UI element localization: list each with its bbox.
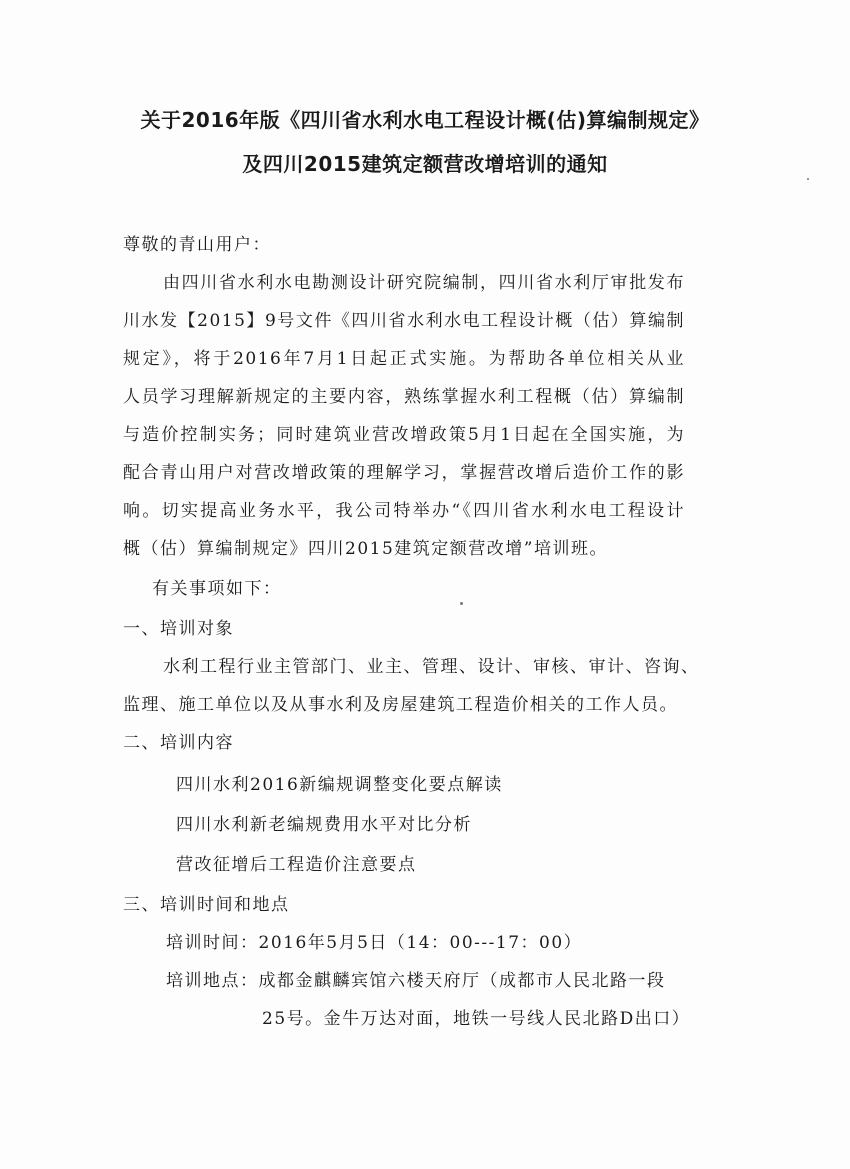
intro-line-3: 规定》，将于2016年7月1日起正式实施。为帮助各单位相关从业: [123, 349, 685, 369]
intro-line-5: 与造价控制实务；同时建筑业营改增政策5月1日起在全国实施，为: [123, 425, 685, 445]
training-place-line-1: 培训地点：成都金麒麟宾馆六楼天府厅（成都市人民北路一段: [166, 971, 666, 991]
intro-line-7: 响。切实提高业务水平，我公司特举办“《四川省水利水电工程设计: [123, 501, 685, 521]
greeting: 尊敬的青山用户：: [123, 235, 271, 255]
section-3-heading: 三、培训时间和地点: [123, 895, 290, 915]
training-time: 培训时间：2016年5月5日（14：00---17：00）: [166, 933, 583, 953]
intro-line-4: 人员学习理解新规定的主要内容，熟练掌握水利工程概（估）算编制: [123, 387, 685, 407]
section-2-heading: 二、培训内容: [123, 733, 234, 753]
training-place-line-2: 25号。金牛万达对面，地铁一号线人民北路D出口）: [262, 1009, 691, 1029]
section-1-line-2: 监理、施工单位以及从事水利及房屋建筑工程造价相关的工作人员。: [123, 695, 678, 715]
section-1-line-1: 水利工程行业主管部门、业主、管理、设计、审核、审计、咨询、: [163, 657, 700, 677]
intro-line-6: 配合青山用户对营改增政策的理解学习，掌握营改增后造价工作的影: [123, 463, 685, 483]
intro-line-1: 由四川省水利水电勘测设计研究院编制，四川省水利厅审批发布: [163, 273, 685, 293]
section-2-item-1: 四川水利2016新编规调整变化要点解读: [176, 775, 503, 795]
scan-speck: [460, 602, 463, 605]
intro-line-8: 概（估）算编制规定》四川2015建筑定额营改增”培训班。: [123, 539, 608, 559]
notice-title-line-1: 关于2016年版《四川省水利水电工程设计概(估)算编制规定》: [140, 108, 710, 132]
section-2-item-2: 四川水利新老编规费用水平对比分析: [176, 815, 472, 835]
section-2-item-3: 营改征增后工程造价注意要点: [176, 855, 417, 875]
section-1-heading: 一、培训对象: [123, 619, 234, 639]
scan-speck: [807, 178, 809, 180]
notice-title-line-2: 及四川2015建筑定额营改增培训的通知: [242, 152, 608, 176]
intro-line-2: 川水发【2015】9号文件《四川省水利水电工程设计概（估）算编制: [123, 311, 685, 331]
items-intro: 有关事项如下：: [152, 579, 282, 599]
